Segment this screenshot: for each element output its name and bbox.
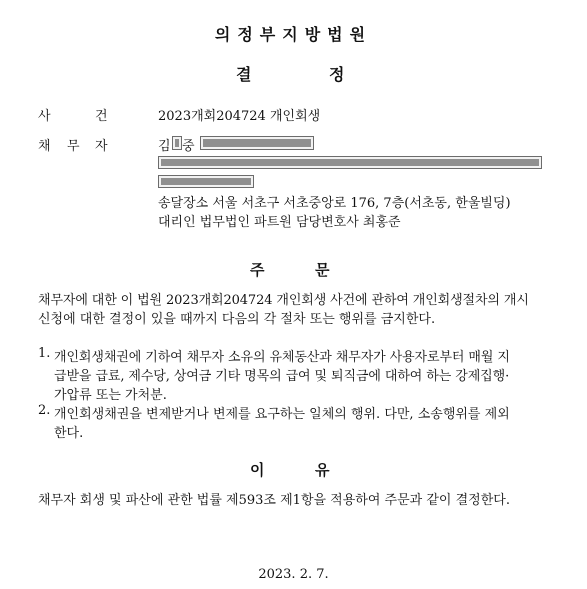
- case-label-end: [95, 105, 108, 124]
- order-item-2-line-2: 한다.: [54, 426, 84, 441]
- order-intro-line-2: 신청에 대한 결정이 있을 때까지 다음의 각 절차 또는 행위를 금지한다.: [38, 312, 436, 327]
- redaction-block: [158, 156, 542, 169]
- order-item-1-line-1: 개인회생채권에 기하여 채무자 소유의 유체동산과 채무자가 사용자로부터 매월 지: [54, 350, 510, 365]
- document-title-char-1: 결: [236, 65, 252, 84]
- case-number: 2023개회204724 개인회생: [158, 109, 321, 124]
- debtor-label-char-1: 채: [38, 139, 51, 154]
- decision-date: 2023. 2. 7.: [258, 567, 329, 582]
- debtor-label-char-3: 자: [95, 139, 108, 154]
- order-item-2-number: 2.: [38, 403, 51, 418]
- document-title-char-2: 정: [329, 65, 345, 84]
- debtor-name-last: 중: [182, 139, 195, 154]
- reason-text: 채무자 회생 및 파산에 관한 법률 제593조 제1항을 적용하여 주문과 같이 결정한다.: [38, 493, 510, 508]
- order-intro-line-1: 채무자에 대한 이 법원 2023개회204724 개인회생 사건에 관하여 개인회생절차의 개시: [38, 293, 529, 308]
- order-heading-char-1: 주: [250, 261, 265, 279]
- reason-heading-char-2: 유: [315, 461, 330, 479]
- case-label: [38, 105, 51, 124]
- representative: 대리인 법무법인 파트원 담당변호사 최홍준: [158, 215, 401, 230]
- debtor-label-char-2: 무: [67, 139, 80, 154]
- order-item-1-number: 1.: [38, 346, 51, 361]
- reason-heading-char-1: 이: [250, 461, 265, 479]
- case-label-char-1: 사: [38, 109, 51, 124]
- delivery-address: 송달장소 서울 서초구 서초중앙로 176, 7층(서초동, 한울빌딩): [158, 196, 511, 211]
- redaction-block: [172, 136, 182, 150]
- redaction-block: [200, 136, 314, 150]
- order-item-1-line-3: 가압류 또는 가처분.: [54, 388, 167, 403]
- case-label-char-2: 건: [95, 109, 108, 124]
- court-name: 의정부지방법원: [214, 25, 373, 44]
- order-heading-char-2: 문: [315, 261, 330, 279]
- debtor-name-first: 김: [158, 139, 171, 154]
- redaction-block: [158, 175, 254, 188]
- order-item-2-line-1: 개인회생채권을 변제받거나 변제를 요구하는 일체의 행위. 다만, 소송행위를 제외: [54, 407, 510, 422]
- order-item-1-line-2: 급받을 급료, 제수당, 상여금 기타 명목의 급여 및 퇴직금에 대하여 하는 강제집행·: [54, 369, 510, 384]
